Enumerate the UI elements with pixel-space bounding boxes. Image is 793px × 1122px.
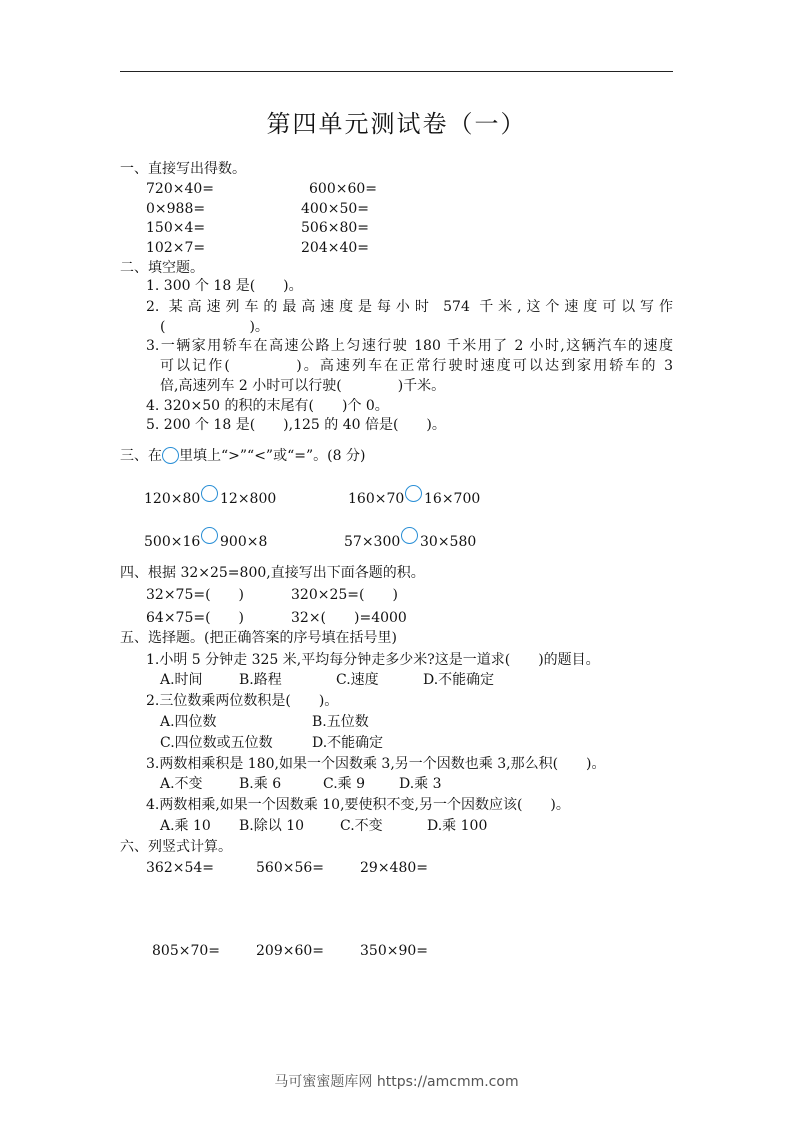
choice-option: B.乘 6 xyxy=(239,776,282,792)
fill-question-4: 4. 320×50 的积的末尾有( )个 0。 xyxy=(146,398,389,414)
choice-question-3: 3.两数相乘积是 180,如果一个因数乘 3,另一个因数也乘 3,那么积( )。 xyxy=(146,756,606,772)
compare-right: 12×800 xyxy=(220,491,277,507)
choice-option: C.速度 xyxy=(336,672,379,688)
compare-left: 500×16 xyxy=(144,534,201,550)
calc-item: 400×50= xyxy=(301,201,369,217)
choice-option: B.五位数 xyxy=(312,714,369,730)
choice-option: D.不能确定 xyxy=(423,672,495,688)
fill-question-1: 1. 300 个 18 是( )。 xyxy=(146,278,303,294)
choice-option: C.乘 9 xyxy=(323,776,366,792)
product-item: 32×75=( ) xyxy=(146,587,245,603)
vertical-calc-item: 362×54= xyxy=(146,860,214,876)
section-3-heading-pre: 三、在 xyxy=(120,448,162,464)
choice-option: C.四位数或五位数 xyxy=(160,735,273,751)
section-5-heading: 五、选择题。(把正确答案的序号填在括号里) xyxy=(120,630,397,646)
section-3-heading xyxy=(120,447,365,465)
choice-option: A.四位数 xyxy=(160,714,217,730)
fill-question-3-cont: 倍,高速列车 2 小时可以行驶( )千米。 xyxy=(160,378,446,394)
compare-circle-blank[interactable] xyxy=(201,527,218,544)
calc-item: 720×40= xyxy=(146,181,214,197)
section-1-heading: 一、直接写出得数。 xyxy=(120,161,246,177)
choice-option: D.乘 100 xyxy=(427,818,488,834)
fill-question-2: 2. 某高速列车的最高速度是每小时 574 千米,这个速度可以写作 xyxy=(146,299,673,315)
calc-item: 102×7= xyxy=(146,240,206,256)
circle-icon xyxy=(162,447,179,464)
section-2-heading: 二、填空题。 xyxy=(120,260,204,276)
choice-option: A.乘 10 xyxy=(160,818,211,834)
choice-question-1: 1.小明 5 分钟走 325 米,平均每分钟走多少米?这是一道求( )的题目。 xyxy=(146,652,600,668)
calc-item: 506×80= xyxy=(301,220,369,236)
compare-right: 900×8 xyxy=(220,534,268,550)
section-4-heading: 四、根据 32×25=800,直接写出下面各题的积。 xyxy=(120,565,425,581)
product-item: 32×( )=4000 xyxy=(291,610,407,626)
choice-option: D.不能确定 xyxy=(312,735,384,751)
fill-question-3: 3.一辆家用轿车在高速公路上匀速行驶 180 千米用了 2 小时,这辆汽车的速度 xyxy=(146,338,673,354)
product-item: 64×75=( ) xyxy=(146,610,245,626)
vertical-calc-item: 560×56= xyxy=(256,860,324,876)
calc-item: 150×4= xyxy=(146,220,206,236)
fill-question-5: 5. 200 个 18 是( ),125 的 40 倍是( )。 xyxy=(146,417,446,433)
fill-question-2-cont: ( )。 xyxy=(160,319,269,335)
choice-option: D.乘 3 xyxy=(399,776,442,792)
choice-question-4: 4.两数相乘,如果一个因数乘 10,要使积不变,另一个因数应该( )。 xyxy=(146,797,570,813)
vertical-calc-item: 350×90= xyxy=(360,943,428,959)
section-3-heading-post: 里填上“>”“<”或“=”。(8 分) xyxy=(179,448,366,464)
choice-option: A.不变 xyxy=(160,776,203,792)
page-title: 第四单元测试卷（一） xyxy=(266,110,527,138)
calc-item: 204×40= xyxy=(301,240,369,256)
compare-left: 160×70 xyxy=(348,491,405,507)
compare-circle-blank[interactable] xyxy=(201,485,218,502)
section-6-heading: 六、列竖式计算。 xyxy=(120,839,232,855)
choice-question-2: 2.三位数乘两位数积是( )。 xyxy=(146,693,339,709)
choice-option: B.除以 10 xyxy=(239,818,305,834)
footer-watermark[interactable]: 马可蜜蜜题库网 https://amcmm.com xyxy=(274,1074,519,1090)
compare-left: 57×300 xyxy=(344,534,401,550)
choice-option: A.时间 xyxy=(160,672,203,688)
compare-right: 16×700 xyxy=(424,491,481,507)
vertical-calc-item: 29×480= xyxy=(360,860,428,876)
choice-option: C.不变 xyxy=(340,818,383,834)
vertical-calc-item: 209×60= xyxy=(256,943,324,959)
calc-item: 0×988= xyxy=(146,201,206,217)
header-rule xyxy=(120,71,673,72)
compare-left: 120×80 xyxy=(144,491,201,507)
compare-circle-blank[interactable] xyxy=(405,485,422,502)
fill-question-3-cont: 可以记作( )。高速列车在正常行驶时速度可以达到家用轿车的 3 xyxy=(160,358,673,374)
calc-item: 600×60= xyxy=(309,181,377,197)
product-item: 320×25=( ) xyxy=(291,587,398,603)
compare-circle-blank[interactable] xyxy=(401,527,418,544)
compare-right: 30×580 xyxy=(420,534,477,550)
vertical-calc-item: 805×70= xyxy=(152,943,220,959)
choice-option: B.路程 xyxy=(239,672,282,688)
